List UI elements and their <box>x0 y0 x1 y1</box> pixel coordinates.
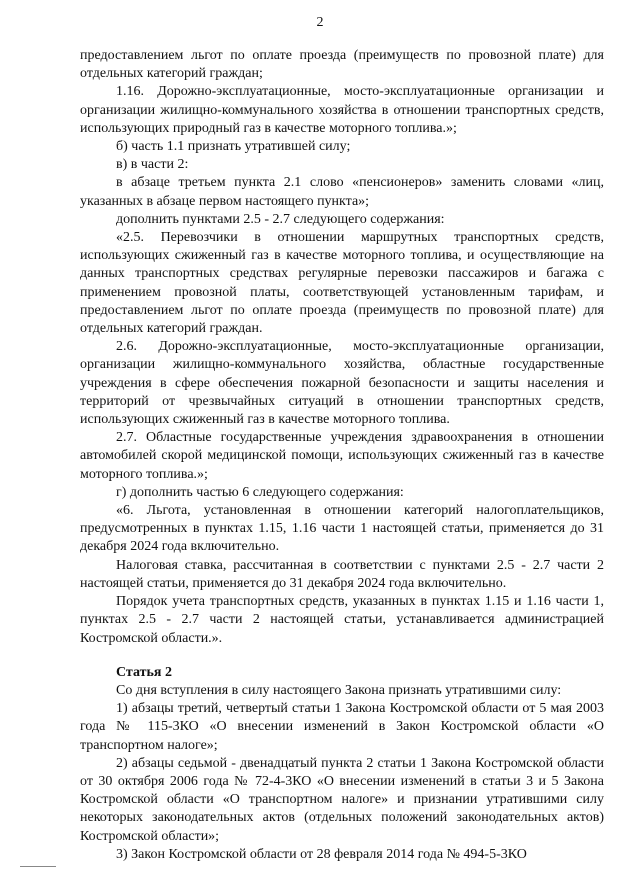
paragraph: г) дополнить частью 6 следующего содержания: <box>116 484 404 500</box>
paragraph: предоставлением льгот по оплате проезда (преимуществ по провозной плате) для отдельных категорий граждан; <box>80 48 604 82</box>
scan-mark <box>20 866 56 867</box>
paragraph: Налоговая ставка, рассчитанная в соответствии с пунктами 2.5 - 2.7 части 2 настоящей статьи, применяется до 31 декабря 2024 года включительно. <box>80 557 604 591</box>
paragraph: 2) абзацы седьмой - двенадцатый пункта 2 статьи 1 Закона Костромской области от 30 октября 2006 года № 72-4-3КО «О внесении изменений в статьи 3 и 5 Закона Костромской области «О транспортном налоге» и признании утратившими силу некоторых законодательных актов (отдельных положений законодательных актов) Костромской области»; <box>80 755 604 844</box>
paragraph: Порядок учета транспортных средств, указанных в пунктах 1.15 и 1.16 части 1, пунктах 2.5 - 2.7 части 2 настоящей статьи, устанавливается администрацией Костромской области.». <box>80 594 604 646</box>
paragraph: б) часть 1.1 признать утратившей силу; <box>116 139 351 155</box>
paragraph: 2.6. Дорожно-эксплуатационные, мосто-эксплуатационные организации, организации жилищно-коммунального хозяйства, областные государственные учреждения в сфере обеспечения пожарной безопасности и защиты населения и территорий от чрезвычайных ситуаций в отношении транспортных средств, использующих сжиженный газ в качестве моторного топлива. <box>80 339 604 428</box>
section-gap <box>80 648 604 664</box>
document-body <box>80 47 604 864</box>
page-number: 2 <box>316 15 324 30</box>
paragraph: 3) Закон Костромской области от 28 февраля 2014 года № 494-5-3КО <box>116 846 527 862</box>
paragraph: дополнить пунктами 2.5 - 2.7 следующего содержания: <box>116 211 445 227</box>
paragraph: «6. Льгота, установленная в отношении категорий налогоплательщиков, предусмотренных в пунктах 1.15, 1.16 части 1 настоящей статьи, применяется до 31 декабря 2024 года включительно. <box>80 503 604 555</box>
article-heading: Статья 2 <box>116 664 172 680</box>
paragraph: «2.5. Перевозчики в отношении маршрутных транспортных средств, использующих сжиженный газ в качестве моторного топлива, и осуществляющие на данных транспортных средствах регулярные перевозки пассажиров и багажа с применением провозной платы, соответствующей установленным тарифам, и предоставлением льгот по оплате проезда (преимуществ по провозной плате) для отдельных категорий граждан. <box>80 230 604 337</box>
paragraph: 1.16. Дорожно-эксплуатационные, мосто-эксплуатационные организации и организации жилищно-коммунального хозяйства в отношении транспортных средств, использующих природный газ в качестве моторного топлива.»; <box>80 84 604 136</box>
paragraph: в абзаце третьем пункта 2.1 слово «пенсионеров» заменить словами «лиц, указанных в абзаце первом настоящего пункта»; <box>80 175 604 209</box>
paragraph: 1) абзацы третий, четвертый статьи 1 Закона Костромской области от 5 мая 2003 года № 115-3КО «О внесении изменений в Закон Костромской области «О транспортном налоге»; <box>80 701 604 753</box>
paragraph: 2.7. Областные государственные учреждения здравоохранения в отношении автомобилей скорой медицинской помощи, использующих сжиженный газ в качестве моторного топлива.»; <box>80 430 604 482</box>
paragraph: Со дня вступления в силу настоящего Закона признать утратившими силу: <box>116 682 562 698</box>
paragraph: в) в части 2: <box>116 157 189 173</box>
